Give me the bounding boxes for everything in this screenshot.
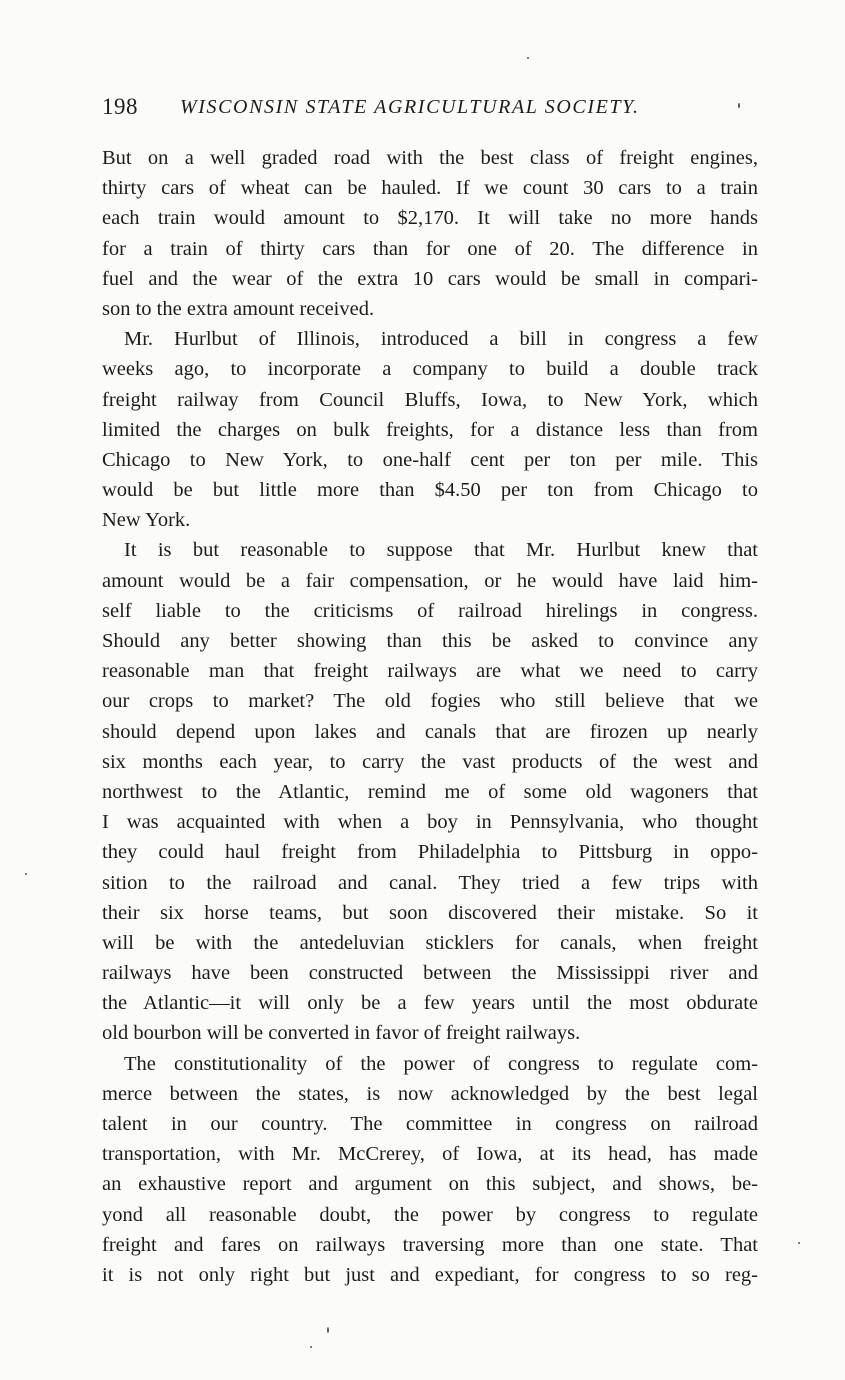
text-line: weeks ago, to incorporate a company to build a double track	[102, 358, 758, 381]
page-number: 198	[102, 94, 138, 119]
text-line: freight railway from Council Bluffs, Iowa, to New York, which	[102, 388, 758, 411]
text-line: transportation, with Mr. McCrerey, of Iowa, at its head, has made	[102, 1143, 758, 1166]
text-line: Should any better showing than this be asked to convince any	[102, 630, 758, 652]
text-line: fuel and the wear of the extra 10 cars would be small in compari-	[102, 267, 758, 290]
text-line: old bourbon will be converted in favor of freight railways.	[102, 1022, 581, 1045]
running-title: WISCONSIN STATE AGRICULTURAL SOCIETY.	[180, 96, 640, 118]
paragraph-2	[102, 324, 758, 535]
body-text	[102, 143, 758, 1290]
text-line: their six horse teams, but soon discovered their mistake. So it	[102, 901, 758, 924]
paragraph-3	[102, 535, 758, 1048]
text-line: amount would be a fair compensation, or he would have laid him-	[102, 569, 758, 592]
speck	[527, 57, 529, 59]
text-line: It is but reasonable to suppose that Mr. Hurlbut knew that	[124, 539, 758, 562]
text-line: the Atlantic—it will only be a few years until the most obdurate	[102, 992, 758, 1015]
speck	[798, 1242, 800, 1244]
text-line: reasonable man that freight railways are what we need to carry	[102, 660, 758, 683]
text-line: they could haul freight from Philadelphia to Pittsburg in oppo-	[102, 841, 758, 864]
text-line: self liable to the criticisms of railroad hirelings in congress.	[102, 599, 758, 622]
text-line: talent in our country. The committee in congress on railroad	[102, 1113, 758, 1135]
text-line: will be with the antedeluvian sticklers for canals, when freight	[102, 931, 758, 954]
page-header	[102, 94, 762, 124]
text-line: for a train of thirty cars than for one of 20. The difference in	[102, 237, 758, 260]
text-line: our crops to market? The old fogies who still believe that we	[102, 690, 758, 713]
text-line: six months each year, to carry the vast products of the west and	[102, 750, 758, 773]
paragraph-4	[102, 1049, 758, 1291]
text-line: would be but little more than $4.50 per ton from Chicago to	[102, 479, 758, 502]
text-line: it is not only right but just and expediant, for congress to so reg-	[102, 1263, 758, 1286]
text-line: northwest to the Atlantic, remind me of some old wagoners that	[102, 780, 758, 803]
speck	[327, 1327, 329, 1333]
text-line: The constitutionality of the power of congress to regulate com-	[124, 1052, 758, 1075]
speck	[25, 873, 27, 875]
text-line: Mr. Hurlbut of Illinois, introduced a bill in congress a few	[124, 328, 758, 351]
text-line: sition to the railroad and canal. They tried a few trips with	[102, 871, 758, 894]
text-line: Chicago to New York, to one-half cent per ton per mile. This	[102, 448, 758, 471]
paragraph-1	[102, 143, 758, 324]
text-line: yond all reasonable doubt, the power by congress to regulate	[102, 1203, 758, 1226]
text-line: New York.	[102, 509, 191, 532]
text-line: thirty cars of wheat can be hauled. If we count 30 cars to a train	[102, 177, 758, 200]
text-line: an exhaustive report and argument on this subject, and shows, be-	[102, 1173, 758, 1196]
text-line: should depend upon lakes and canals that are firozen up nearly	[102, 720, 758, 743]
speck	[738, 103, 740, 108]
speck	[310, 1346, 312, 1348]
text-line: freight and fares on railways traversing more than one state. That	[102, 1233, 758, 1256]
text-line: I was acquainted with when a boy in Pennsylvania, who thought	[102, 811, 758, 834]
text-line: limited the charges on bulk freights, for a distance less than from	[102, 418, 758, 441]
text-line: each train would amount to $2,170. It will take no more hands	[102, 207, 758, 230]
text-line: But on a well graded road with the best class of freight engines,	[102, 147, 758, 169]
text-line: son to the extra amount received.	[102, 297, 375, 320]
text-line: railways have been constructed between the Mississippi river and	[102, 962, 758, 985]
text-line: merce between the states, is now acknowledged by the best legal	[102, 1082, 758, 1105]
